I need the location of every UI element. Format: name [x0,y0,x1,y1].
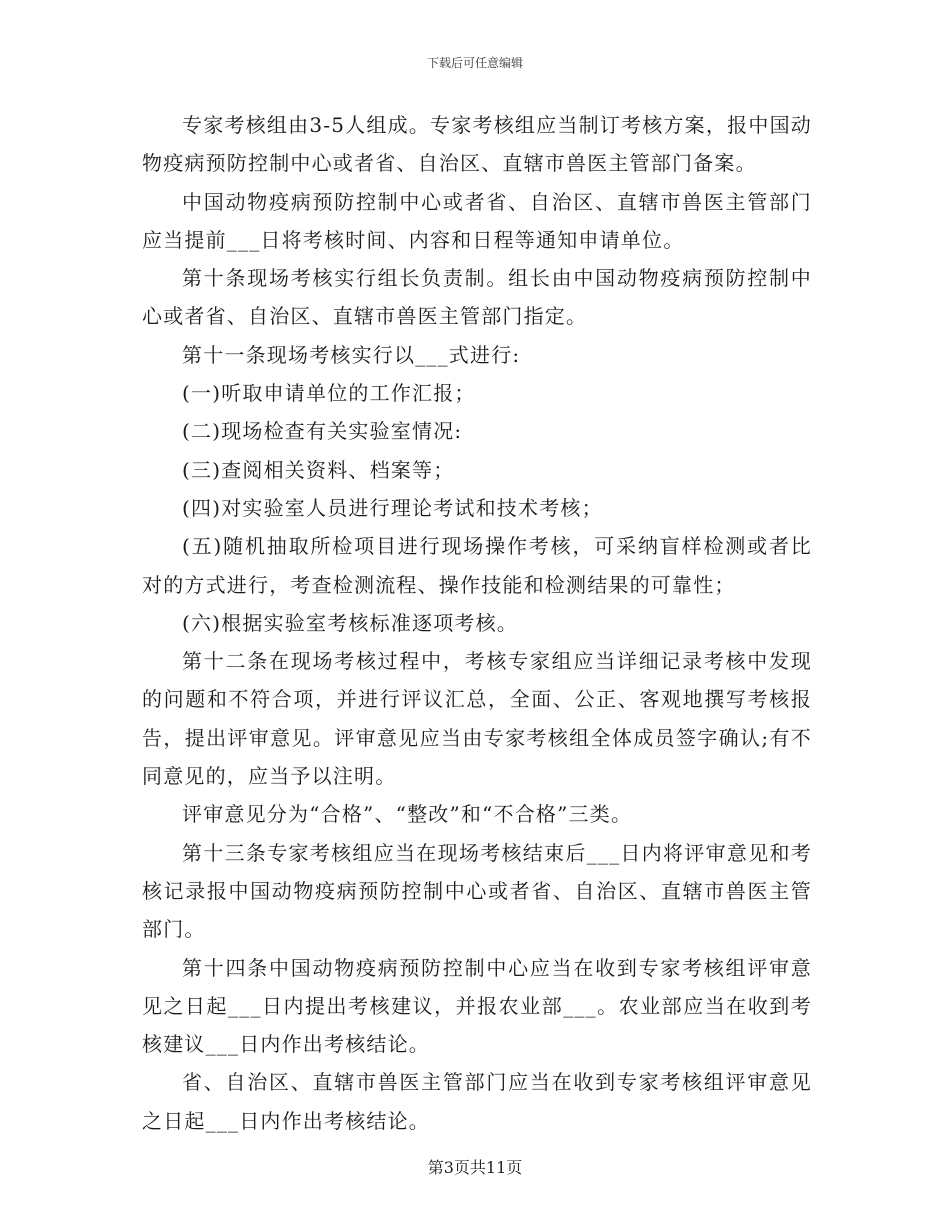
paragraph: (四)对实验室人员进行理论考试和技术考核； [182,495,603,520]
paragraph: 第十二条在现场考核过程中，考核专家组应当详细记录考核中发现的问题和不符合项，并进行评议汇总，全面、公正、客观地撰写考核报告，提出评审意见。评审意见应当由专家考核组全体成员签字确认;有不同意见的，应当予以注明。 [142,649,812,789]
paragraph: 第十三条专家考核组应当在现场考核结束后___日内将评审意见和考核记录报中国动物疫病预防控制中心或者省、自治区、直辖市兽医主管部门。 [142,840,812,942]
paragraph: (一)听取申请单位的工作汇报； [182,381,476,406]
paragraph: 中国动物疫病预防控制中心或者省、自治区、直辖市兽医主管部门应当提前___日将考核时间、内容和日程等通知申请单位。 [142,189,812,252]
page-number-footer: 第3页共11页 [427,1158,523,1177]
paragraph: 专家考核组由3-5人组成。专家考核组应当制订考核方案，报中国动物疫病预防控制中心或者省、自治区、直辖市兽医主管部门备案。 [142,113,812,176]
paragraph: 第十条现场考核实行组长负责制。组长由中国动物疫病预防控制中心或者省、自治区、直辖市兽医主管部门指定。 [142,266,812,329]
paragraph: 评审意见分为“合格”、“整改”和“不合格”三类。 [182,802,633,827]
paragraph: (三)查阅相关资料、档案等； [182,457,455,482]
paragraph: 省、自治区、直辖市兽医主管部门应当在收到专家考核组评审意见之日起___日内作出考核结论。 [142,1070,812,1133]
paragraph: (二)现场检查有关实验室情况: [182,419,463,444]
paragraph: 第十一条现场考核实行以___式进行: [182,342,521,367]
paragraph: (五)随机抽取所检项目进行现场操作考核，可采纳盲样检测或者比对的方式进行，考查检测流程、操作技能和检测结果的可靠性； [142,534,812,597]
page-header: 下载后可任意编辑 [426,56,523,70]
document-body [142,106,812,1140]
paragraph: 第十四条中国动物疫病预防控制中心应当在收到专家考核组评审意见之日起___日内提出考核建议，并报农业部___。农业部应当在收到考核建议___日内作出考核结论。 [142,955,812,1057]
paragraph: (六)根据实验室考核标准逐项考核。 [182,610,519,635]
